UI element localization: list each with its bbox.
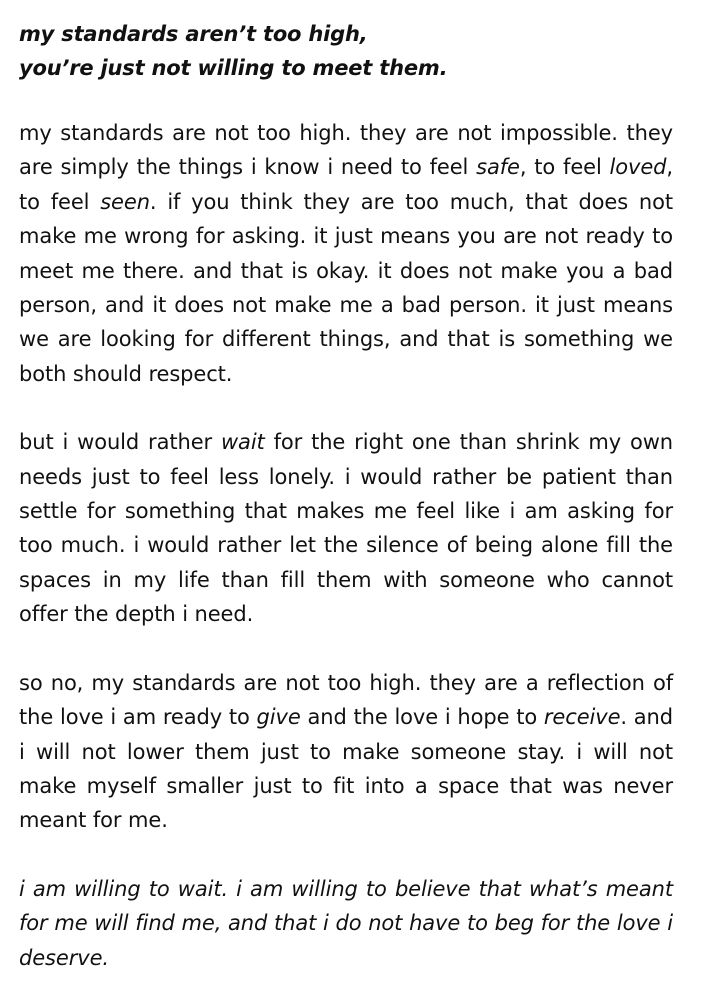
paragraph-2-text-a: but i would rather <box>19 430 221 455</box>
paragraph-3 <box>19 666 673 838</box>
emphasis-loved: loved <box>609 155 667 180</box>
emphasis-seen: seen <box>100 189 150 214</box>
emphasis-give: give <box>256 705 301 730</box>
paragraph-2 <box>19 425 673 631</box>
emphasis-wait: wait <box>220 430 265 455</box>
document-page <box>19 17 673 975</box>
paragraph-1-text-g: . if you think they are too much, that does not make me wrong for asking. it just means you are not ready to meet me there. and that is okay. it does not make you a bad person, and it does not make me a bad person. it just means we are looking for different things, and that is something we both should respect. <box>19 189 674 386</box>
title-line-1: my standards aren’t too high, <box>19 22 368 46</box>
paragraph-1-text-c: , to feel <box>519 155 610 180</box>
closing-paragraph: i am willing to wait. i am willing to believe that what’s meant for me will find me, and that i do not have to beg for the love i deserve. <box>19 876 673 970</box>
document-title <box>19 17 673 85</box>
paragraph-1-text-e: , to feel <box>19 155 673 214</box>
emphasis-safe: safe <box>476 155 520 180</box>
paragraph-2-text-c: for the right one than shrink my own needs just to feel less lonely. i would rather be patient than settle for something that makes me feel like i am asking for too much. i would rather let the silence of being alone fill the spaces in my life than fill them with someone who cannot offer the depth i need. <box>19 430 673 627</box>
paragraph-3-text-e: . and i will not lower them just to make someone stay. i will not make myself smaller just to fit into a space that was never meant for me. <box>19 705 673 833</box>
paragraph-1 <box>19 116 673 391</box>
emphasis-receive: receive <box>543 705 621 730</box>
paragraph-1-text-a: my standards are not too high. they are not impossible. they are simply the things i know i need to feel <box>19 121 673 180</box>
paragraph-3-text-a: so no, my standards are not too high. they are a reflection of the love i am ready to <box>19 670 673 730</box>
paragraph-3-text-c: and the love i hope to <box>300 705 544 730</box>
title-line-2: you’re just not willing to meet them. <box>19 56 448 80</box>
